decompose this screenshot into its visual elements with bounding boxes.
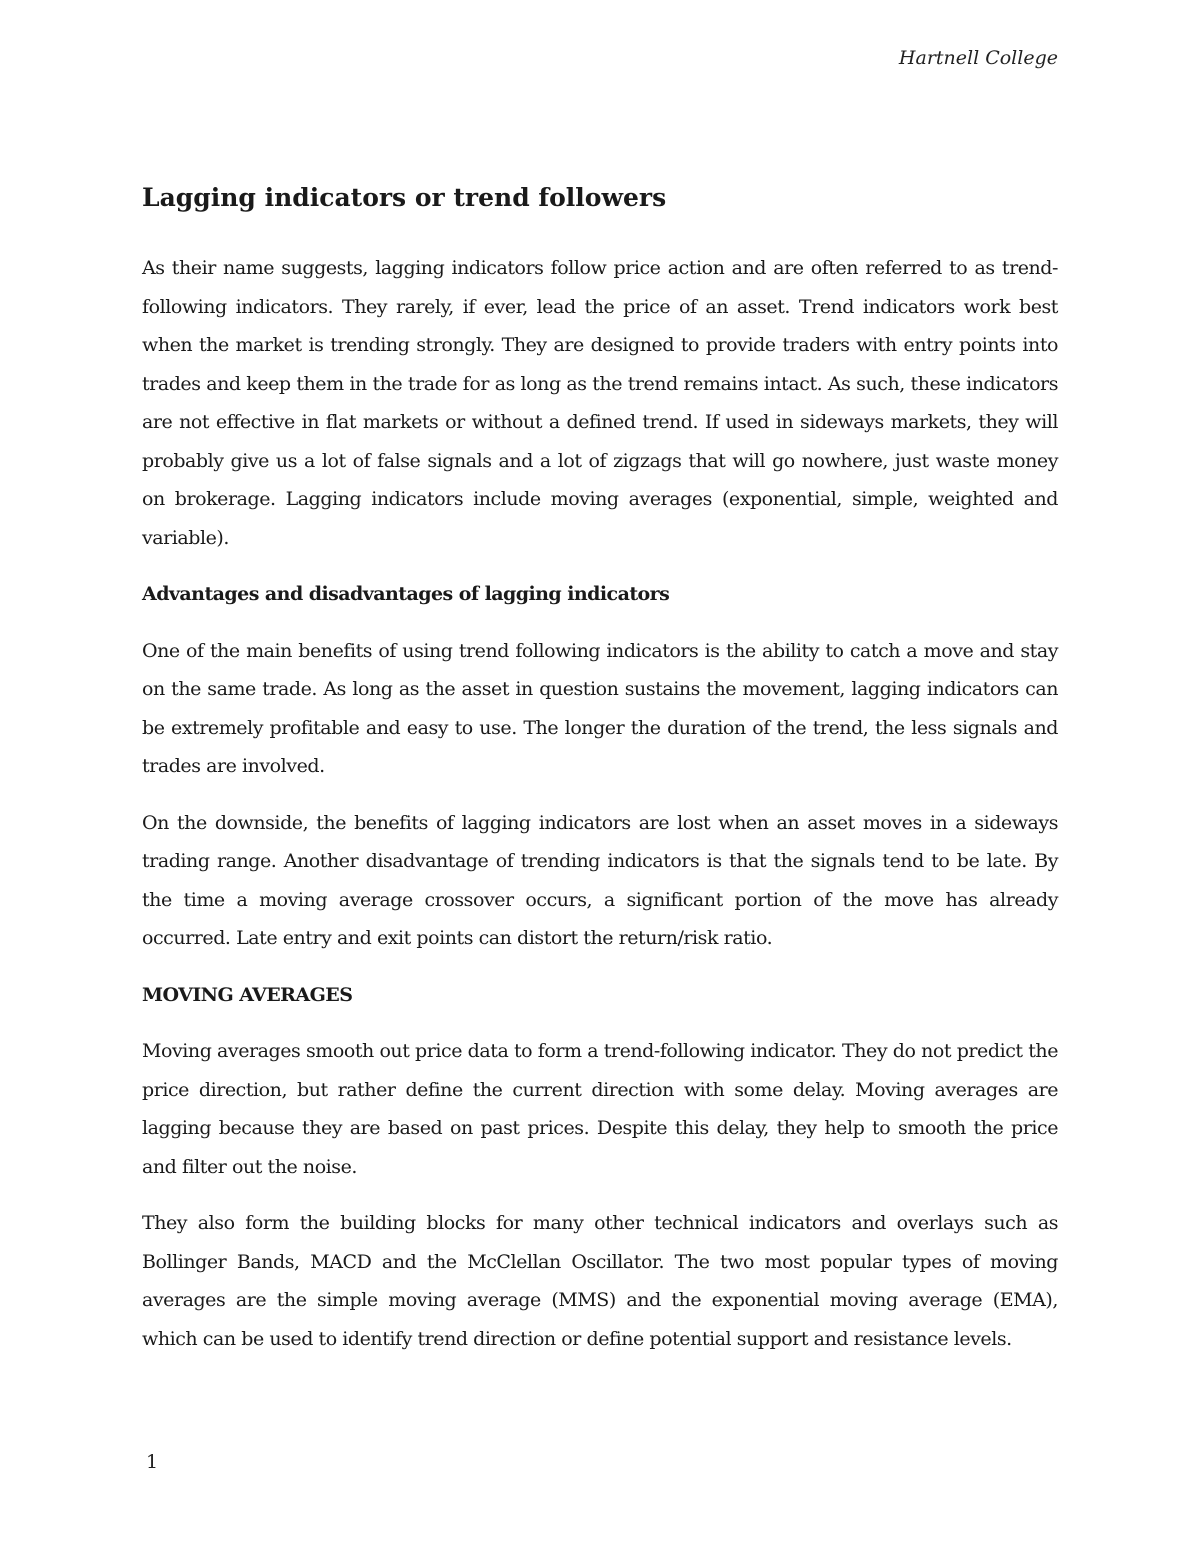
running-header: Hartnell College <box>898 47 1058 69</box>
moving-averages-heading: MOVING AVERAGES <box>142 983 353 1006</box>
page-number: 1 <box>146 1451 159 1473</box>
moving-averages-types-paragraph: They also form the building blocks for many other technical indicators and overlays such as Bollinger Bands, MACD and the McClellan Oscillator. The two most popular types of moving averages are the simple moving average (MMS) and the exponential moving average (EMA), which can be used to identify trend direction or define potential support and resistance levels. <box>142 1212 1058 1350</box>
disadvantages-paragraph: On the downside, the benefits of lagging indicators are lost when an asset moves in a sideways trading range. Another disadvantage of trending indicators is that the signals tend to be late. By the time a moving average crossover occurs, a significant portion of the move has already occurred. Late entry and exit points can distort the return/risk ratio. <box>142 811 1058 949</box>
intro-paragraph: As their name suggests, lagging indicators follow price action and are often referred to as trend-following indicators. They rarely, if ever, lead the price of an asset. Trend indicators work best when the market is trending strongly. They are designed to provide traders with entry points into trades and keep them in the trade for as long as the trend remains intact. As such, these indicators are not effective in flat markets or without a defined trend. If used in sideways markets, they will probably give us a lot of false signals and a lot of zigzags that will go nowhere, just waste money on brokerage. Lagging indicators include moving averages (exponential, simple, weighted and variable). <box>142 257 1058 549</box>
advantages-paragraph: One of the main benefits of using trend following indicators is the ability to catch a move and stay on the same trade. As long as the asset in question sustains the movement, lagging indicators can be extremely profitable and easy to use. The longer the duration of the trend, the less signals and trades are involved. <box>142 639 1058 777</box>
advantages-heading: Advantages and disadvantages of lagging indicators <box>142 583 670 605</box>
document-title: Lagging indicators or trend followers <box>142 183 667 212</box>
document-body <box>142 178 1058 1376</box>
moving-averages-paragraph: Moving averages smooth out price data to form a trend-following indicator. They do not predict the price direction, but rather define the current direction with some delay. Moving averages are lagging because they are based on past prices. Despite this delay, they help to smooth the price and filter out the noise. <box>142 1040 1058 1178</box>
